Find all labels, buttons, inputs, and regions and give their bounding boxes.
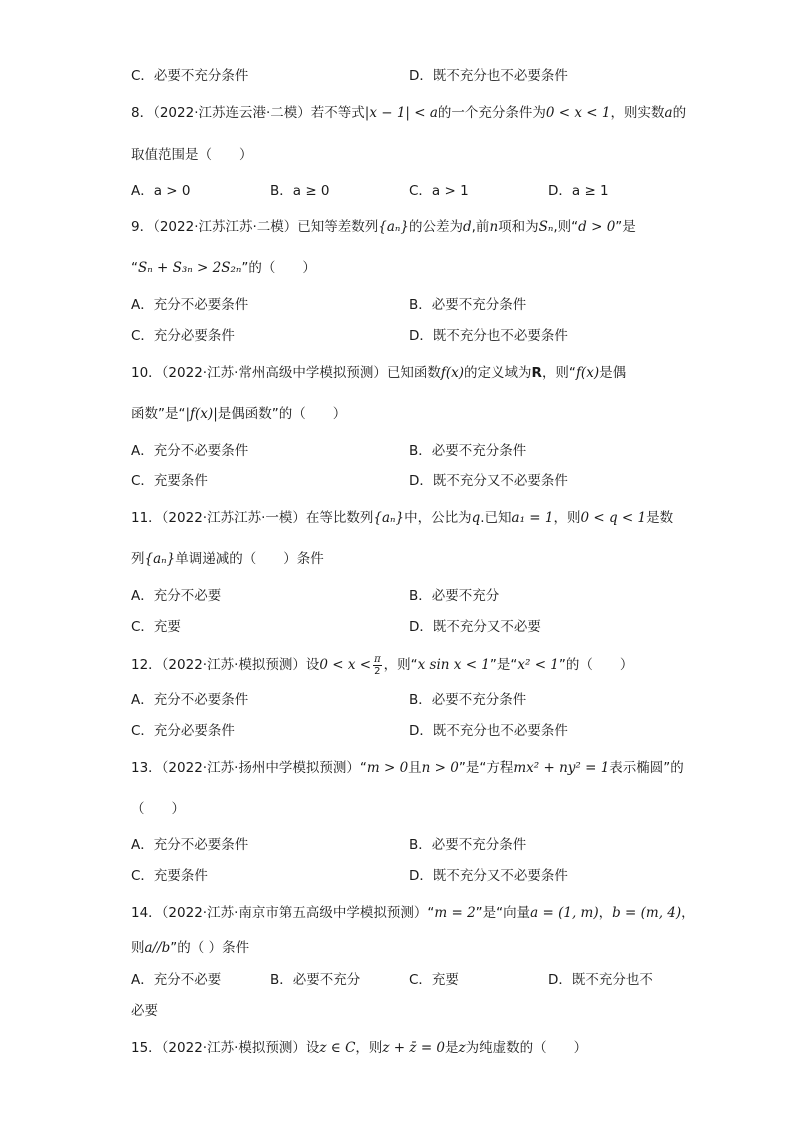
q11-math-condition: 0 < q < 1 [580,510,647,526]
q14-math-parallel: a//b [144,940,171,956]
q12-prefix: 12．（2022·江苏·模拟预测）设 [131,657,320,673]
q9-stem-line2 [131,258,316,278]
q9-option-c: C．充分必要条件 [131,328,235,344]
q9-text-4: ,则“ [553,219,579,235]
q12-stem [131,653,633,677]
q9-option-d: D．既不充分也不必要条件 [409,328,568,344]
q11-text: 中，公比为 [404,510,472,526]
q11-math-sequence-2: {aₙ} [144,551,176,567]
q13-option-a: A．充分不必要条件 [131,837,249,853]
q10-math-f2: f(x) [575,365,600,381]
q11-line2-b: 单调递减的（ ）条件 [175,551,324,567]
q14-option-d-continued: 必要 [131,1003,158,1019]
q10-prefix: 10．（2022·江苏·常州高级中学模拟预测）已知函数 [131,365,441,381]
q10-option-a: A．充分不必要条件 [131,443,249,459]
q14-text: ”是“向量 [475,905,531,921]
q14-suffix: ， [681,905,695,921]
q8-prefix: 8．（2022·江苏连云港·二模）若不等式 [131,105,365,121]
q7-option-c: C．必要不充分条件 [131,68,249,84]
q10-line2-a: 函数”是“ [131,406,186,422]
q9-math-sequence: {aₙ} [378,219,409,235]
q9-math-condition: d > 0 [578,219,616,235]
q11-option-b: B．必要不充分 [409,588,500,604]
q11-math-q: q [471,510,481,526]
q13-math-m: m > 0 [366,760,409,776]
q9-math-sum-condition: Sₙ + S₃ₙ > 2S₂ₙ [138,260,242,276]
q15-suffix: 为纯虚数的（ ） [465,1040,588,1056]
q8-math-condition: 0 < x < 1 [545,105,611,121]
q9-math-n: n [489,219,499,235]
q14-option-a: A．充分不必要 [131,972,222,988]
q9-prefix: 9．（2022·江苏江苏·二模）已知等差数列 [131,219,379,235]
q10-stem [131,363,626,383]
q11-option-c: C．充要 [131,619,181,635]
q10-option-d: D．既不充分又不必要条件 [409,473,568,489]
q8-stem [131,103,686,123]
q13-text-2: ”是“方程 [458,760,514,776]
q13-suffix: 表示椭圆”的 [609,760,684,776]
q8-text-2: ，则实数 [610,105,665,121]
q9-option-a: A．充分不必要条件 [131,297,249,313]
q15-prefix: 15．（2022·江苏·模拟预测）设 [131,1040,320,1056]
q13-stem-line2: （ ） [131,801,185,817]
q9-math-d: d [462,219,472,235]
q9-math-sn: Sₙ [538,219,554,235]
q8-stem-line2: 取值范围是（ ） [131,147,253,163]
q12-option-a: A．充分不必要条件 [131,692,249,708]
q11-stem-line2 [131,549,324,569]
q15-math-z-in-C: z ∈ C [319,1040,356,1056]
q14-math-vector-a: a = (1, m) [530,905,599,921]
q12-option-d: D．既不充分也不必要条件 [409,723,568,739]
q13-math-n: n > 0 [421,760,459,776]
q10-line2-b: 是偶函数”的（ ） [217,406,347,422]
q12-option-c: C．充分必要条件 [131,723,235,739]
q9-stem [131,217,636,237]
q14-text-2: ， [598,905,613,921]
q15-text: ，则 [355,1040,383,1056]
q8-option-d: D．a ≥ 1 [548,183,609,199]
q14-stem-line2 [131,938,249,958]
q11-text-3: ，则 [553,510,581,526]
q10-option-c: C．充要条件 [131,473,208,489]
q13-option-c: C．充要条件 [131,868,208,884]
q8-math-a: a [664,105,673,121]
q11-stem [131,508,673,528]
q11-option-d: D．既不充分又不必要 [409,619,541,635]
q9-suffix: ”是 [615,219,636,235]
q8-option-c: C．a > 1 [409,183,469,199]
q9-text-2: ,前 [471,219,490,235]
q15-math-equation: z + z̄ = 0 [382,1040,446,1056]
q10-stem-line2 [131,404,346,424]
q12-text-2: ”是“ [489,657,518,673]
q13-option-d: D．既不充分又不必要条件 [409,868,568,884]
q12-text: ，则“ [383,657,418,673]
q12-math-range: 0 < x < [319,657,372,673]
q14-stem [131,903,695,923]
q12-math-condition-2: x² < 1 [517,657,559,673]
q8-suffix: 的 [672,105,687,121]
q8-math-inequality: |x − 1| < a [364,105,438,121]
q14-prefix: 14．（2022·江苏·南京市第五高级中学模拟预测）“ [131,905,435,921]
q14-line2-b: ”的（ ）条件 [170,940,250,956]
q11-math-sequence: {aₙ} [373,510,405,526]
q12-fraction-numerator: π [374,653,381,665]
q10-suffix: 是偶 [599,365,627,381]
q10-math-abs: |f(x)| [185,406,218,422]
q10-option-b: B．必要不充分条件 [409,443,527,459]
q11-suffix: 是数 [646,510,674,526]
q12-option-b: B．必要不充分条件 [409,692,527,708]
q11-prefix: 11．（2022·江苏江苏·一模）在等比数列 [131,510,374,526]
q9-text-3: 项和为 [498,219,539,235]
q14-option-b: B．必要不充分 [270,972,361,988]
q14-option-c: C．充要 [409,972,459,988]
q15-text-2: 是 [445,1040,459,1056]
q15-math-z: z [458,1040,466,1056]
q13-stem [131,758,684,778]
q8-option-b: B．a ≥ 0 [270,183,330,199]
q14-math-m: m = 2 [434,905,476,921]
q11-text-2: .已知 [480,510,512,526]
q13-text: 且 [408,760,422,776]
q14-option-d: D．既不充分也不 [548,972,653,988]
q11-line2-a: 列 [131,551,145,567]
q7-option-d: D．既不充分也不必要条件 [409,68,568,84]
q8-text: 的一个充分条件为 [437,105,546,121]
q9-option-b: B．必要不充分条件 [409,297,527,313]
q11-math-a1: a₁ = 1 [511,510,554,526]
q12-math-condition-1: x sin x < 1 [417,657,490,673]
q9-quote-open: “ [131,260,138,276]
q12-fraction-denominator: 2 [374,665,381,677]
q10-text: 的定义域为 [464,365,532,381]
q12-fraction [373,654,382,677]
q9-text: 的公差为 [408,219,463,235]
q15-stem [131,1038,587,1058]
q13-prefix: 13．（2022·江苏·扬州中学模拟预测）“ [131,760,367,776]
q10-math-R: R [531,365,542,381]
q9-quote-close: ”的（ ） [241,260,316,276]
q8-option-a: A．a > 0 [131,183,191,199]
q13-option-b: B．必要不充分条件 [409,837,527,853]
q12-suffix: ”的（ ） [558,657,634,673]
q14-line2-a: 则 [131,940,145,956]
q13-math-equation: mx² + ny² = 1 [513,760,610,776]
q11-option-a: A．充分不必要 [131,588,222,604]
q10-text-2: ，则“ [541,365,576,381]
q14-math-vector-b: b = (m, 4) [612,905,682,921]
q10-math-f: f(x) [440,365,465,381]
